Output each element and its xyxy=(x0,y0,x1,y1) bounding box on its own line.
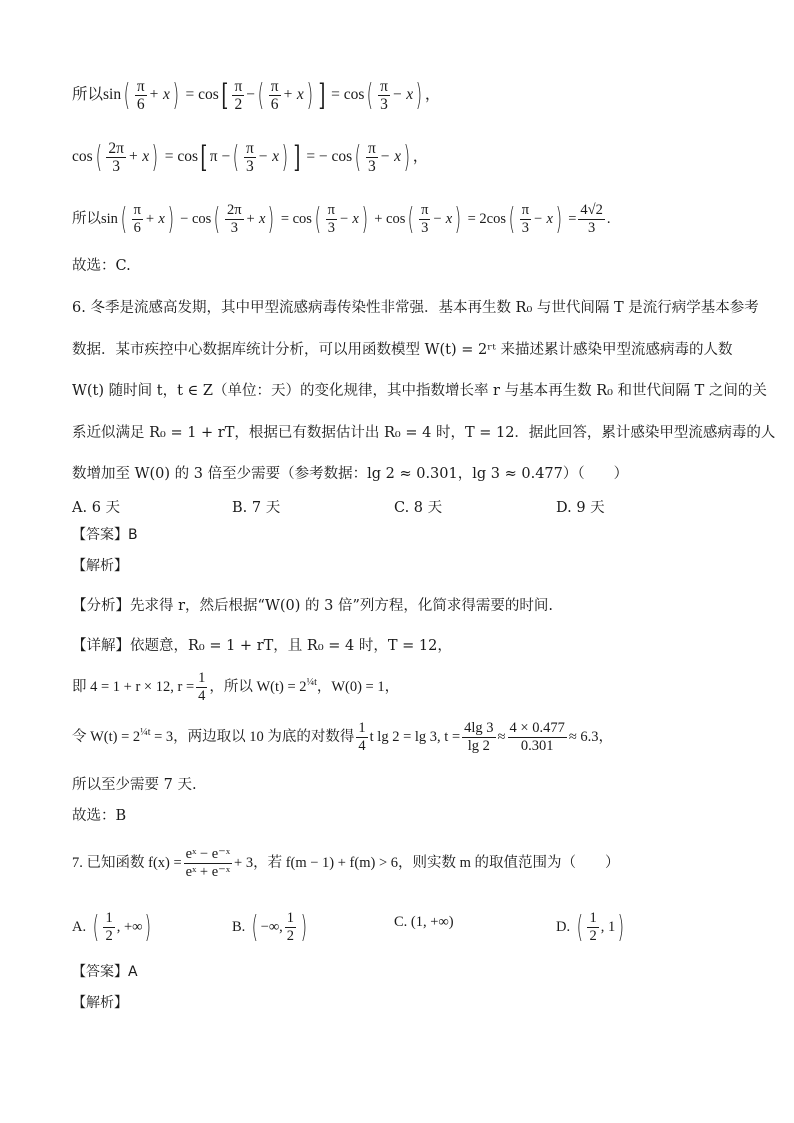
q7-choice-a: A. ( $\frac{1}{2}$ , +∞) xyxy=(72,909,152,945)
q7-choice-d: D. ( $\frac{1}{2}$ , 1) xyxy=(556,909,625,945)
q6-final: 故选：B xyxy=(72,808,127,824)
q6-detail-1: 【详解】依题意，R₀ = 1 + rT，且 R₀ = 4 时，T = 12， xyxy=(72,638,452,654)
q6-choice-d: D. 9 天 xyxy=(556,500,605,516)
q7-stem: 7. 已知函数 f(x) = $\frac{\text{eˣ − e⁻ˣ}}{\text{eˣ + e⁻ˣ}}$ + 3，若 f(m − 1) + f(m) > 6，则实数 m 的取值范围为（ ） xyxy=(72,846,620,880)
q6-choice-a: A. 6 天 xyxy=(72,500,121,516)
solution-line-2: cos( $\frac{2\pi}{3}$ + x) = cos[ π −( $\frac{\pi}{3}$ − x) ] = − cos( $\frac{\pi}{3}$ − x) ， xyxy=(72,139,429,175)
fraction: $\frac{1}{4}$ xyxy=(198,670,206,704)
fraction: $\frac{\pi}{6}$ xyxy=(136,78,145,113)
q6-fenxi: 【分析】先求得 r，然后根据“W(0) 的 3 倍”列方程，化简求得需要的时间. xyxy=(72,598,553,614)
q7-choice-c: C. (1, +∞) xyxy=(394,914,454,930)
fraction: $\frac{\text{eˣ − e⁻ˣ}}{\text{eˣ + e⁻ˣ}}$ xyxy=(185,846,231,880)
prev-answer: 故选：C. xyxy=(72,258,131,274)
q6-choice-b: B. 7 天 xyxy=(232,500,281,516)
q7-answer: 【答案】A xyxy=(72,964,138,980)
q6-text-4: 系近似满足 R₀ = 1 + rT，根据已有数据估计出 R₀ = 4 时，T = 12．据此回答，累计感染甲型流感病毒的人 xyxy=(72,425,776,441)
q6-detail-3: 令 $W(t) = 2^{\frac{1}{4}t} = 3$，两边取以 10 为底的对数得 $\frac{1}{4}$ t lg 2 = lg 3, t = $\frac{4\lg 3}{\lg 2}$ ≈ $\frac{4 \times 0.477}{0.301}$ ≈ 6.3， xyxy=(72,720,614,754)
q6-detail-2: 即 4 = 1 + r × 12, r = $\frac{1}{4}$ ，所以 $W(t) = 2^{\frac{1}{4}t}$，W(0) = 1， xyxy=(72,670,400,704)
q7-analysis-label: 【解析】 xyxy=(72,995,128,1011)
q6-answer: 【答案】B xyxy=(72,527,138,543)
q6-text-2: 数据．某市疾控中心数据库统计分析，可以用函数模型 W(t) = 2ʳᵗ 来描述累计感染甲型流感病毒的人数 xyxy=(72,342,733,358)
q7-choice-b: B. ( −∞, $\frac{1}{2}$ ) xyxy=(232,909,308,945)
q6-text-1: 6. 冬季是流感高发期，其中甲型流感病毒传染性非常强．基本再生数 R₀ 与世代间隔 T 是流行病学基本参考 xyxy=(72,300,759,316)
q6-text-3: W(t) 随时间 t，t ∈ Z（单位：天）的变化规律，其中指数增长率 r 与基本再生数 R₀ 和世代间隔 T 之间的关 xyxy=(72,383,767,399)
q6-choice-c: C. 8 天 xyxy=(394,500,443,516)
q6-detail-4: 所以至少需要 7 天. xyxy=(72,777,197,793)
text-prefix: 所以 xyxy=(72,86,104,104)
q6-analysis-label: 【解析】 xyxy=(72,558,128,574)
math-fn: sin xyxy=(103,86,122,104)
solution-line-1: 所以sin( $\frac{\pi}{6}$ + x) = cos[ $\frac{\pi}{2}$ −( $\frac{\pi}{6}$ + x) ] = cos( $\frac{\pi}{3}$ − x) ， xyxy=(72,77,441,113)
solution-line-3: 所以sin( $\frac{\pi}{6}$ + x) − cos( $\frac{2\pi}{3}$ + x) = cos( $\frac{\pi}{3}$ − x) + cos( $\frac{\pi}{3}$ − x) = 2cos( $\frac{\pi}{3}$ − x) = $\frac{4√2}{3}$ . xyxy=(72,201,611,237)
q6-text-5: 数增加至 W(0) 的 3 倍至少需要（参考数据：lg 2 ≈ 0.301，lg 3 ≈ 0.477）（ ） xyxy=(72,466,629,482)
